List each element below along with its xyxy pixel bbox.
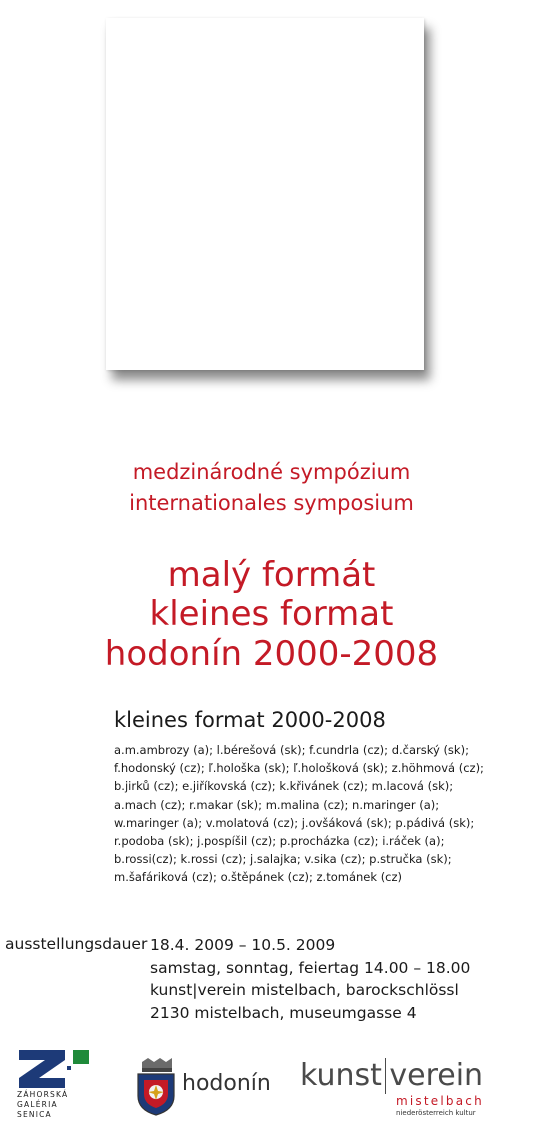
exhibition-venue: kunst|verein mistelbach, barockschlössl [150, 981, 459, 999]
mistelbach-wordmark: mistelbach [396, 1094, 484, 1108]
exhibition-dates: 18.4. 2009 – 10.5. 2009 [150, 936, 336, 954]
exhibition-address: 2130 mistelbach, museumgasse 4 [150, 1003, 417, 1022]
kunstverein-wordmark [300, 1058, 483, 1094]
artists-list [114, 741, 534, 887]
artists-line: a.m.ambrozy (a); l.bérešová (sk); f.cundrla (cz); d.čarský (sk); [114, 743, 469, 757]
artists-line: b.jirků (cz); e.jiříkovská (cz); k.křivánek (cz); m.lacová (sk); [114, 779, 454, 794]
kunst-word: kunst [300, 1058, 382, 1093]
gallery-z-mark-icon [17, 1048, 91, 1090]
gallery-name-line: SENICA [17, 1110, 52, 1119]
gallery-name-line: GALÉRIA [17, 1100, 58, 1109]
coat-of-arms-icon [134, 1058, 178, 1116]
verein-word: verein [389, 1058, 484, 1093]
artists-line: f.hodonský (cz); ľ.hološka (sk); ľ.hološková (sk); z.höhmová (cz); [114, 761, 484, 776]
artists-heading: kleines format 2000-2008 [114, 708, 386, 732]
kunstverein-subline: niederösterreich kultur [396, 1109, 476, 1117]
exhibition-info [150, 934, 470, 1024]
gallery-name-line: ZÁHORSKÁ [17, 1090, 69, 1099]
exhibition-label: ausstellungsdauer [5, 935, 148, 953]
hodonin-logo [134, 1058, 284, 1116]
exhibition-hours: samstag, sonntag, feiertag 14.00 – 18.00 [150, 958, 471, 977]
title-place: hodonín 2000-2008 [104, 634, 439, 674]
artists-line: m.šafáriková (cz); o.štěpánek (cz); z.tománek (cz) [114, 870, 403, 885]
kunstverein-divider [385, 1058, 387, 1094]
kunstverein-logo [300, 1058, 500, 1118]
artists-line: a.mach (cz); r.makar (sk); m.malina (cz); n.maringer (a); [114, 797, 440, 812]
hodonin-wordmark: hodonín [182, 1071, 271, 1096]
title-de: kleines format [149, 594, 394, 634]
blank-image-card [106, 18, 424, 370]
zahorska-galeria-logo [17, 1048, 91, 1123]
subtitle-de: internationales symposium [129, 491, 414, 515]
artists-line: r.podoba (sk); j.pospíšil (cz); p.procházka (cz); i.ráček (a); [114, 833, 445, 848]
title-sk: malý formát [167, 555, 376, 595]
artists-line: w.maringer (a); v.molatová (cz); j.ovšáková (sk); p.pádivá (sk); [114, 815, 475, 830]
artists-line: b.rossi(cz); k.rossi (cz); j.salajka; v.sika (cz); p.stručka (sk); [114, 852, 452, 867]
subtitle-sk: medzinárodné sympózium [132, 460, 411, 484]
